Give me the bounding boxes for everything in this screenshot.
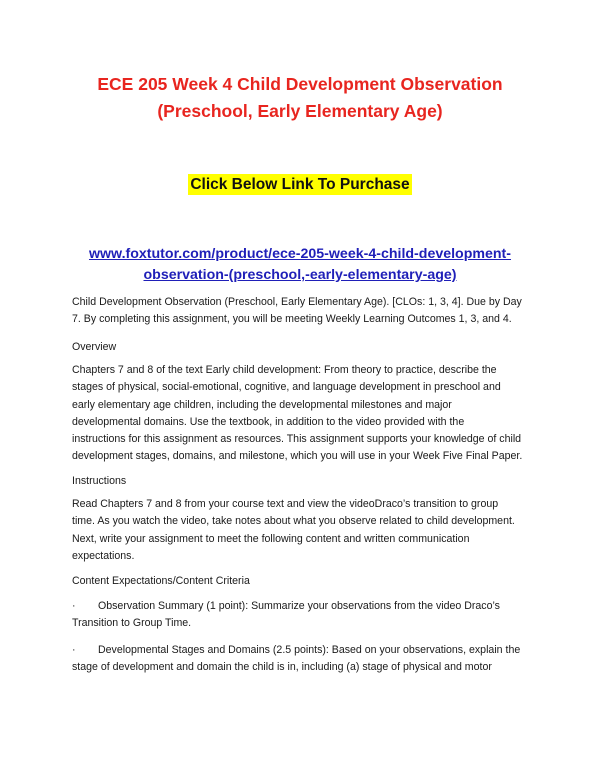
product-link-line-2[interactable]: observation-(preschool,-early-elementary-age)	[143, 267, 457, 283]
overview-line: Chapters 7 and 8 of the text Early child development: From theory to practice, describe the	[72, 364, 497, 376]
bullet-line	[72, 642, 532, 659]
instructions-heading: Instructions	[72, 475, 127, 487]
bullet-continuation: stage of development and domain the child is in, including (a) stage of physical and motor	[72, 661, 492, 674]
bullet-line	[72, 598, 532, 615]
bullet-text: Observation Summary (1 point): Summarize your observations from the video Draco’s	[98, 600, 500, 612]
overview-paragraph	[72, 362, 532, 466]
instructions-line: expectations.	[72, 549, 135, 562]
overview-line: developmental domains. Use the textbook, in addition to the video provided with the	[72, 415, 465, 428]
criteria-bullet-2	[72, 642, 532, 677]
overview-line: development stages, domains, and milestone, which you will use in your Week Five Final Paper.	[72, 450, 523, 463]
purchase-callout	[0, 174, 600, 195]
overview-line: instructions for this assignment as resources. This assignment supports your knowledge of child	[72, 433, 522, 446]
bullet-dot: ·	[72, 644, 76, 656]
document-title-line-2: (Preschool, Early Elementary Age)	[157, 101, 443, 121]
document-title-line-1: ECE 205 Week 4 Child Development Observation	[97, 74, 503, 94]
overview-line: stages of physical, social-emotional, cognitive, and language development in preschool and	[72, 381, 501, 394]
intro-line: Child Development Observation (Preschool, Early Elementary Age). [CLOs: 1, 3, 4]. Due by Day	[72, 296, 522, 308]
bullet-text: Developmental Stages and Domains (2.5 points): Based on your observations, explain the	[98, 644, 521, 656]
criteria-bullet-1	[72, 598, 532, 633]
overview-line: early elementary age children, including the developmental milestones and major	[72, 398, 452, 411]
criteria-heading: Content Expectations/Content Criteria	[72, 575, 250, 587]
product-link-line-1[interactable]: www.foxtutor.com/product/ece-205-week-4-child-development-	[88, 246, 512, 262]
bullet-continuation: Transition to Group Time.	[72, 617, 192, 630]
purchase-label: Click Below Link To Purchase	[190, 176, 410, 193]
intro-paragraph	[72, 294, 532, 329]
overview-heading: Overview	[72, 341, 117, 353]
instructions-line: time. As you watch the video, take notes about what you observe related to child development.	[72, 515, 515, 528]
instructions-line: Next, write your assignment to meet the following content and written communication	[72, 532, 470, 545]
intro-line: 7. By completing this assignment, you will be meeting Weekly Learning Outcomes 1, 3, and 4.	[72, 313, 512, 326]
instructions-line: Read Chapters 7 and 8 from your course text and view the videoDraco’s transition to group	[72, 498, 499, 510]
bullet-dot: ·	[72, 600, 76, 612]
instructions-paragraph	[72, 496, 532, 565]
